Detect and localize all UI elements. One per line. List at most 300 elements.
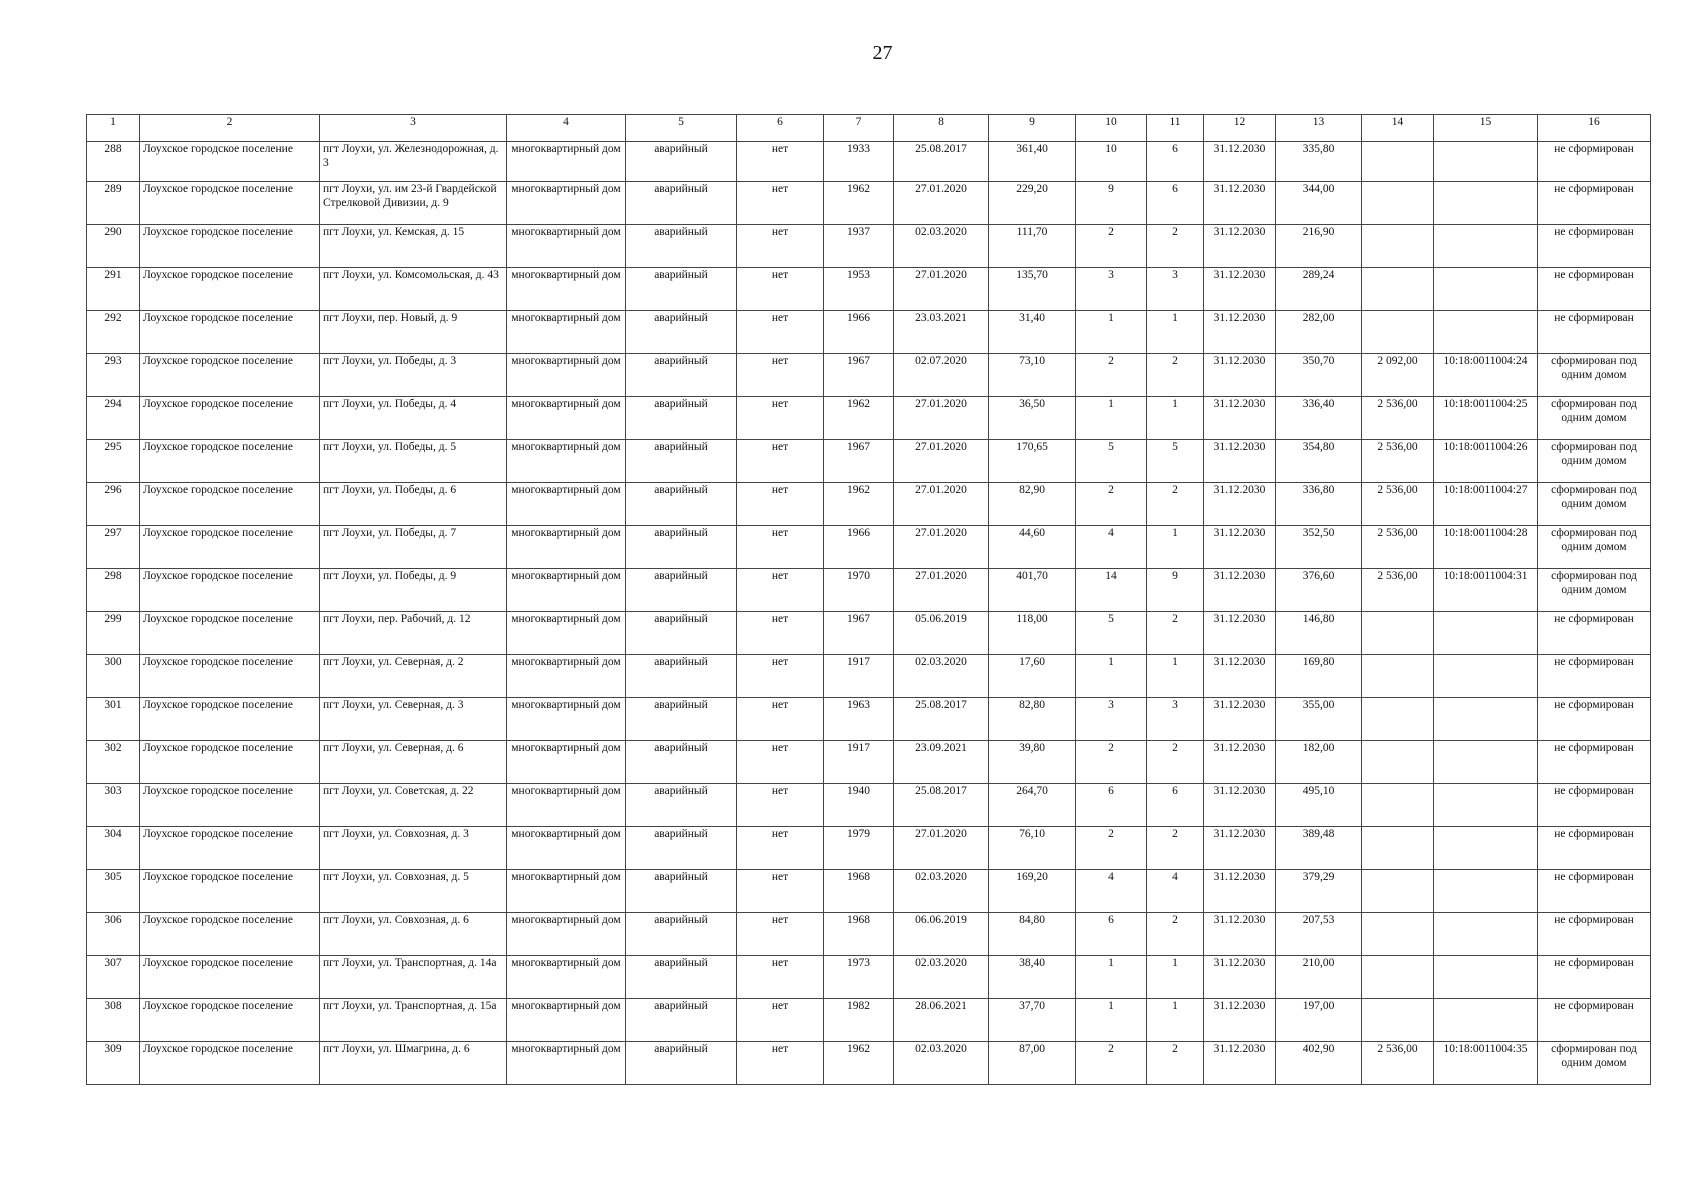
cell-recognition-flag: нет: [737, 483, 824, 526]
cell-cadastral-number: [1434, 784, 1538, 827]
cell-recognition-date: 27.01.2020: [894, 268, 989, 311]
cell-row-number: 298: [87, 569, 140, 612]
cell-deadline: 31.12.2030: [1204, 397, 1276, 440]
cell-land-status: не сформирован: [1538, 182, 1651, 225]
cell-cost: 376,60: [1276, 569, 1362, 612]
cell-recognition-flag: нет: [737, 870, 824, 913]
cell-apartments: 6: [1147, 142, 1204, 182]
cell-building-type: многоквартирный дом: [507, 612, 626, 655]
cell-address: пгт Лоухи, ул. Победы, д. 9: [320, 569, 507, 612]
cell-building-type: многоквартирный дом: [507, 999, 626, 1042]
cell-recognition-flag: нет: [737, 526, 824, 569]
cell-recognition-date: 05.06.2019: [894, 612, 989, 655]
cell-land-area: [1362, 784, 1434, 827]
cell-area: 44,60: [989, 526, 1076, 569]
cell-row-number: 292: [87, 311, 140, 354]
cell-deadline: 31.12.2030: [1204, 741, 1276, 784]
cell-recognition-date: 23.03.2021: [894, 311, 989, 354]
cell-area: 111,70: [989, 225, 1076, 268]
cell-recognition-flag: нет: [737, 784, 824, 827]
cell-building-type: многоквартирный дом: [507, 956, 626, 999]
table-row: [87, 999, 1651, 1042]
cell-cost: 210,00: [1276, 956, 1362, 999]
cell-condition: аварийный: [626, 999, 737, 1042]
table-row: [87, 741, 1651, 784]
cell-cadastral-number: [1434, 698, 1538, 741]
cell-area: 84,80: [989, 913, 1076, 956]
cell-recognition-flag: нет: [737, 612, 824, 655]
cell-recognition-flag: нет: [737, 397, 824, 440]
cell-deadline: 31.12.2030: [1204, 612, 1276, 655]
cell-build-year: 1917: [824, 655, 894, 698]
column-header-12: 12: [1204, 115, 1276, 142]
cell-apartments: 2: [1147, 913, 1204, 956]
column-header-9: 9: [989, 115, 1076, 142]
cell-settlement: Лоухское городское поселение: [140, 956, 320, 999]
cell-build-year: 1973: [824, 956, 894, 999]
cell-settlement: Лоухское городское поселение: [140, 1042, 320, 1085]
cell-settlement: Лоухское городское поселение: [140, 999, 320, 1042]
cell-recognition-flag: нет: [737, 1042, 824, 1085]
cell-residents: 1: [1076, 311, 1147, 354]
cell-row-number: 297: [87, 526, 140, 569]
cell-deadline: 31.12.2030: [1204, 182, 1276, 225]
cell-recognition-date: 27.01.2020: [894, 397, 989, 440]
cell-build-year: 1962: [824, 397, 894, 440]
cell-land-status: не сформирован: [1538, 784, 1651, 827]
cell-settlement: Лоухское городское поселение: [140, 268, 320, 311]
cell-deadline: 31.12.2030: [1204, 526, 1276, 569]
column-header-13: 13: [1276, 115, 1362, 142]
cell-deadline: 31.12.2030: [1204, 483, 1276, 526]
cell-row-number: 290: [87, 225, 140, 268]
cell-settlement: Лоухское городское поселение: [140, 483, 320, 526]
cell-row-number: 303: [87, 784, 140, 827]
cell-build-year: 1968: [824, 913, 894, 956]
cell-apartments: 2: [1147, 225, 1204, 268]
table-row: [87, 913, 1651, 956]
cell-area: 36,50: [989, 397, 1076, 440]
cell-apartments: 5: [1147, 440, 1204, 483]
cell-apartments: 2: [1147, 354, 1204, 397]
cell-deadline: 31.12.2030: [1204, 440, 1276, 483]
column-header-16: 16: [1538, 115, 1651, 142]
cell-condition: аварийный: [626, 698, 737, 741]
cell-cadastral-number: [1434, 612, 1538, 655]
cell-area: 87,00: [989, 1042, 1076, 1085]
cell-deadline: 31.12.2030: [1204, 827, 1276, 870]
cell-condition: аварийный: [626, 142, 737, 182]
cell-build-year: 1979: [824, 827, 894, 870]
cell-land-area: [1362, 268, 1434, 311]
cell-area: 82,90: [989, 483, 1076, 526]
cell-area: 73,10: [989, 354, 1076, 397]
cell-land-area: [1362, 182, 1434, 225]
cell-land-area: [1362, 698, 1434, 741]
cell-cost: 379,29: [1276, 870, 1362, 913]
cell-row-number: 296: [87, 483, 140, 526]
cell-building-type: многоквартирный дом: [507, 225, 626, 268]
column-header-1: 1: [87, 115, 140, 142]
cell-cadastral-number: [1434, 741, 1538, 784]
cell-settlement: Лоухское городское поселение: [140, 913, 320, 956]
cell-settlement: Лоухское городское поселение: [140, 311, 320, 354]
cell-build-year: 1968: [824, 870, 894, 913]
cell-condition: аварийный: [626, 655, 737, 698]
cell-condition: аварийный: [626, 440, 737, 483]
cell-cadastral-number: 10:18:0011004:28: [1434, 526, 1538, 569]
cell-land-area: 2 092,00: [1362, 354, 1434, 397]
cell-condition: аварийный: [626, 827, 737, 870]
table-row: [87, 612, 1651, 655]
cell-recognition-date: 02.03.2020: [894, 655, 989, 698]
cell-land-area: [1362, 311, 1434, 354]
cell-recognition-flag: нет: [737, 741, 824, 784]
cell-land-status: не сформирован: [1538, 698, 1651, 741]
cell-building-type: многоквартирный дом: [507, 569, 626, 612]
cell-land-status: сформирован под одним домом: [1538, 569, 1651, 612]
table-body: [87, 142, 1651, 1085]
cell-apartments: 1: [1147, 655, 1204, 698]
cell-row-number: 291: [87, 268, 140, 311]
cell-settlement: Лоухское городское поселение: [140, 698, 320, 741]
cell-recognition-date: 02.03.2020: [894, 870, 989, 913]
cell-land-status: сформирован под одним домом: [1538, 483, 1651, 526]
cell-settlement: Лоухское городское поселение: [140, 741, 320, 784]
cell-cost: 335,80: [1276, 142, 1362, 182]
cell-condition: аварийный: [626, 913, 737, 956]
cell-land-status: не сформирован: [1538, 870, 1651, 913]
cell-cadastral-number: 10:18:0011004:31: [1434, 569, 1538, 612]
cell-recognition-flag: нет: [737, 311, 824, 354]
cell-building-type: многоквартирный дом: [507, 741, 626, 784]
cell-row-number: 302: [87, 741, 140, 784]
cell-apartments: 6: [1147, 784, 1204, 827]
cell-recognition-date: 02.07.2020: [894, 354, 989, 397]
cell-cost: 289,24: [1276, 268, 1362, 311]
cell-settlement: Лоухское городское поселение: [140, 612, 320, 655]
cell-recognition-flag: нет: [737, 354, 824, 397]
cell-cost: 350,70: [1276, 354, 1362, 397]
cell-recognition-date: 27.01.2020: [894, 182, 989, 225]
cell-settlement: Лоухское городское поселение: [140, 182, 320, 225]
cell-condition: аварийный: [626, 397, 737, 440]
cell-cost: 146,80: [1276, 612, 1362, 655]
cell-recognition-flag: нет: [737, 182, 824, 225]
cell-build-year: 1967: [824, 354, 894, 397]
cell-cost: 354,80: [1276, 440, 1362, 483]
table-row: [87, 142, 1651, 182]
cell-land-status: сформирован под одним домом: [1538, 526, 1651, 569]
cell-building-type: многоквартирный дом: [507, 1042, 626, 1085]
cell-residents: 1: [1076, 397, 1147, 440]
cell-cadastral-number: 10:18:0011004:26: [1434, 440, 1538, 483]
cell-row-number: 295: [87, 440, 140, 483]
cell-recognition-date: 02.03.2020: [894, 225, 989, 268]
cell-deadline: 31.12.2030: [1204, 1042, 1276, 1085]
cell-condition: аварийный: [626, 741, 737, 784]
cell-land-status: не сформирован: [1538, 612, 1651, 655]
cell-build-year: 1962: [824, 1042, 894, 1085]
cell-land-status: не сформирован: [1538, 956, 1651, 999]
cell-cadastral-number: [1434, 268, 1538, 311]
cell-residents: 3: [1076, 698, 1147, 741]
column-header-3: 3: [320, 115, 507, 142]
cell-address: пгт Лоухи, ул. Совхозная, д. 3: [320, 827, 507, 870]
cell-build-year: 1982: [824, 999, 894, 1042]
cell-cadastral-number: 10:18:0011004:24: [1434, 354, 1538, 397]
cell-settlement: Лоухское городское поселение: [140, 526, 320, 569]
cell-recognition-flag: нет: [737, 268, 824, 311]
cell-address: пгт Лоухи, ул. Северная, д. 3: [320, 698, 507, 741]
cell-apartments: 2: [1147, 741, 1204, 784]
cell-address: пгт Лоухи, ул. Совхозная, д. 6: [320, 913, 507, 956]
page-number: 27: [872, 42, 893, 64]
cell-row-number: 304: [87, 827, 140, 870]
cell-build-year: 1917: [824, 741, 894, 784]
cell-cadastral-number: [1434, 827, 1538, 870]
cell-settlement: Лоухское городское поселение: [140, 397, 320, 440]
cell-land-area: [1362, 956, 1434, 999]
column-header-2: 2: [140, 115, 320, 142]
cell-row-number: 307: [87, 956, 140, 999]
cell-residents: 6: [1076, 913, 1147, 956]
cell-building-type: многоквартирный дом: [507, 397, 626, 440]
column-header-7: 7: [824, 115, 894, 142]
cell-area: 401,70: [989, 569, 1076, 612]
cell-land-status: не сформирован: [1538, 142, 1651, 182]
header-row: [87, 115, 1651, 142]
cell-deadline: 31.12.2030: [1204, 870, 1276, 913]
cell-recognition-date: 27.01.2020: [894, 440, 989, 483]
cell-land-area: 2 536,00: [1362, 397, 1434, 440]
cell-settlement: Лоухское городское поселение: [140, 225, 320, 268]
cell-cadastral-number: [1434, 870, 1538, 913]
cell-recognition-date: 25.08.2017: [894, 142, 989, 182]
cell-recognition-date: 28.06.2021: [894, 999, 989, 1042]
cell-recognition-flag: нет: [737, 569, 824, 612]
cell-land-status: не сформирован: [1538, 999, 1651, 1042]
table-row: [87, 827, 1651, 870]
cell-condition: аварийный: [626, 612, 737, 655]
cell-condition: аварийный: [626, 870, 737, 913]
cell-row-number: 299: [87, 612, 140, 655]
cell-recognition-date: 06.06.2019: [894, 913, 989, 956]
cell-area: 361,40: [989, 142, 1076, 182]
cell-building-type: многоквартирный дом: [507, 655, 626, 698]
cell-address: пгт Лоухи, ул. Совхозная, д. 5: [320, 870, 507, 913]
cell-land-area: [1362, 827, 1434, 870]
cell-apartments: 1: [1147, 397, 1204, 440]
cell-cadastral-number: [1434, 913, 1538, 956]
cell-area: 229,20: [989, 182, 1076, 225]
table-row: [87, 1042, 1651, 1085]
cell-deadline: 31.12.2030: [1204, 569, 1276, 612]
cell-apartments: 1: [1147, 956, 1204, 999]
cell-recognition-date: 23.09.2021: [894, 741, 989, 784]
cell-build-year: 1966: [824, 311, 894, 354]
cell-deadline: 31.12.2030: [1204, 956, 1276, 999]
cell-settlement: Лоухское городское поселение: [140, 655, 320, 698]
cell-land-area: 2 536,00: [1362, 483, 1434, 526]
cell-condition: аварийный: [626, 569, 737, 612]
cell-address: пгт Лоухи, ул. Победы, д. 5: [320, 440, 507, 483]
cell-building-type: многоквартирный дом: [507, 311, 626, 354]
cell-land-status: сформирован под одним домом: [1538, 354, 1651, 397]
cell-address: пгт Лоухи, ул. Железнодорожная, д. 3: [320, 142, 507, 182]
cell-deadline: 31.12.2030: [1204, 999, 1276, 1042]
cell-address: пгт Лоухи, ул. Транспортная, д. 15а: [320, 999, 507, 1042]
cell-cadastral-number: 10:18:0011004:35: [1434, 1042, 1538, 1085]
column-header-5: 5: [626, 115, 737, 142]
cell-building-type: многоквартирный дом: [507, 142, 626, 182]
cell-row-number: 305: [87, 870, 140, 913]
cell-land-status: не сформирован: [1538, 225, 1651, 268]
cell-address: пгт Лоухи, ул. им 23-й Гвардейской Стрелковой Дивизии, д. 9: [320, 182, 507, 225]
cell-building-type: многоквартирный дом: [507, 784, 626, 827]
cell-residents: 3: [1076, 268, 1147, 311]
cell-residents: 2: [1076, 741, 1147, 784]
cell-apartments: 2: [1147, 612, 1204, 655]
cell-cost: 182,00: [1276, 741, 1362, 784]
cell-apartments: 9: [1147, 569, 1204, 612]
cell-area: 37,70: [989, 999, 1076, 1042]
cell-condition: аварийный: [626, 784, 737, 827]
cell-recognition-date: 27.01.2020: [894, 569, 989, 612]
cell-land-area: [1362, 913, 1434, 956]
cell-row-number: 288: [87, 142, 140, 182]
table-row: [87, 354, 1651, 397]
cell-row-number: 308: [87, 999, 140, 1042]
cell-row-number: 293: [87, 354, 140, 397]
cell-cost: 495,10: [1276, 784, 1362, 827]
table-row: [87, 956, 1651, 999]
cell-land-status: не сформирован: [1538, 913, 1651, 956]
cell-cadastral-number: [1434, 956, 1538, 999]
cell-land-area: [1362, 142, 1434, 182]
cell-cost: 169,80: [1276, 655, 1362, 698]
cell-building-type: многоквартирный дом: [507, 268, 626, 311]
cell-cost: 402,90: [1276, 1042, 1362, 1085]
cell-cost: 282,00: [1276, 311, 1362, 354]
cell-land-area: [1362, 225, 1434, 268]
cell-land-status: не сформирован: [1538, 655, 1651, 698]
cell-condition: аварийный: [626, 268, 737, 311]
cell-build-year: 1967: [824, 440, 894, 483]
cell-build-year: 1962: [824, 483, 894, 526]
cell-recognition-flag: нет: [737, 225, 824, 268]
cell-cadastral-number: [1434, 142, 1538, 182]
cell-apartments: 3: [1147, 268, 1204, 311]
cell-condition: аварийный: [626, 956, 737, 999]
cell-address: пгт Лоухи, ул. Победы, д. 7: [320, 526, 507, 569]
cell-recognition-date: 27.01.2020: [894, 526, 989, 569]
cell-settlement: Лоухское городское поселение: [140, 784, 320, 827]
cell-building-type: многоквартирный дом: [507, 483, 626, 526]
table-row: [87, 397, 1651, 440]
cell-apartments: 6: [1147, 182, 1204, 225]
cell-residents: 2: [1076, 1042, 1147, 1085]
cell-residents: 1: [1076, 655, 1147, 698]
cell-settlement: Лоухское городское поселение: [140, 440, 320, 483]
cell-recognition-flag: нет: [737, 956, 824, 999]
cell-settlement: Лоухское городское поселение: [140, 569, 320, 612]
cell-recognition-flag: нет: [737, 142, 824, 182]
cell-condition: аварийный: [626, 1042, 737, 1085]
table-row: [87, 655, 1651, 698]
cell-build-year: 1966: [824, 526, 894, 569]
cell-deadline: 31.12.2030: [1204, 655, 1276, 698]
cell-apartments: 3: [1147, 698, 1204, 741]
cell-land-status: сформирован под одним домом: [1538, 1042, 1651, 1085]
cell-building-type: многоквартирный дом: [507, 870, 626, 913]
cell-recognition-flag: нет: [737, 655, 824, 698]
cell-residents: 2: [1076, 354, 1147, 397]
cell-address: пгт Лоухи, ул. Победы, д. 4: [320, 397, 507, 440]
cell-recognition-date: 25.08.2017: [894, 698, 989, 741]
cell-condition: аварийный: [626, 526, 737, 569]
cell-address: пгт Лоухи, ул. Кемская, д. 15: [320, 225, 507, 268]
cell-residents: 1: [1076, 999, 1147, 1042]
cell-recognition-flag: нет: [737, 698, 824, 741]
cell-row-number: 301: [87, 698, 140, 741]
column-header-10: 10: [1076, 115, 1147, 142]
cell-area: 135,70: [989, 268, 1076, 311]
cell-address: пгт Лоухи, ул. Шмагрина, д. 6: [320, 1042, 507, 1085]
cell-build-year: 1970: [824, 569, 894, 612]
cell-land-status: не сформирован: [1538, 741, 1651, 784]
cell-address: пгт Лоухи, ул. Победы, д. 6: [320, 483, 507, 526]
cell-land-status: не сформирован: [1538, 311, 1651, 354]
cell-land-area: 2 536,00: [1362, 1042, 1434, 1085]
cell-residents: 1: [1076, 956, 1147, 999]
cell-recognition-flag: нет: [737, 999, 824, 1042]
cell-building-type: многоквартирный дом: [507, 698, 626, 741]
cell-apartments: 2: [1147, 483, 1204, 526]
cell-land-area: 2 536,00: [1362, 569, 1434, 612]
cell-building-type: многоквартирный дом: [507, 182, 626, 225]
cell-area: 170,65: [989, 440, 1076, 483]
cell-recognition-flag: нет: [737, 827, 824, 870]
cell-recognition-date: 27.01.2020: [894, 483, 989, 526]
cell-area: 31,40: [989, 311, 1076, 354]
cell-condition: аварийный: [626, 483, 737, 526]
cell-land-area: [1362, 741, 1434, 784]
cell-address: пгт Лоухи, ул. Северная, д. 2: [320, 655, 507, 698]
housing-register-table: [86, 114, 1651, 1085]
cell-cadastral-number: [1434, 311, 1538, 354]
table-row: [87, 225, 1651, 268]
column-header-6: 6: [737, 115, 824, 142]
cell-deadline: 31.12.2030: [1204, 268, 1276, 311]
cell-area: 39,80: [989, 741, 1076, 784]
cell-cadastral-number: [1434, 182, 1538, 225]
cell-build-year: 1967: [824, 612, 894, 655]
cell-building-type: многоквартирный дом: [507, 827, 626, 870]
cell-recognition-date: 27.01.2020: [894, 827, 989, 870]
cell-area: 82,80: [989, 698, 1076, 741]
table-row: [87, 569, 1651, 612]
cell-cadastral-number: [1434, 655, 1538, 698]
cell-settlement: Лоухское городское поселение: [140, 354, 320, 397]
table-row: [87, 784, 1651, 827]
cell-condition: аварийный: [626, 311, 737, 354]
cell-settlement: Лоухское городское поселение: [140, 870, 320, 913]
cell-residents: 9: [1076, 182, 1147, 225]
cell-apartments: 1: [1147, 311, 1204, 354]
table-row: [87, 440, 1651, 483]
cell-cadastral-number: 10:18:0011004:27: [1434, 483, 1538, 526]
